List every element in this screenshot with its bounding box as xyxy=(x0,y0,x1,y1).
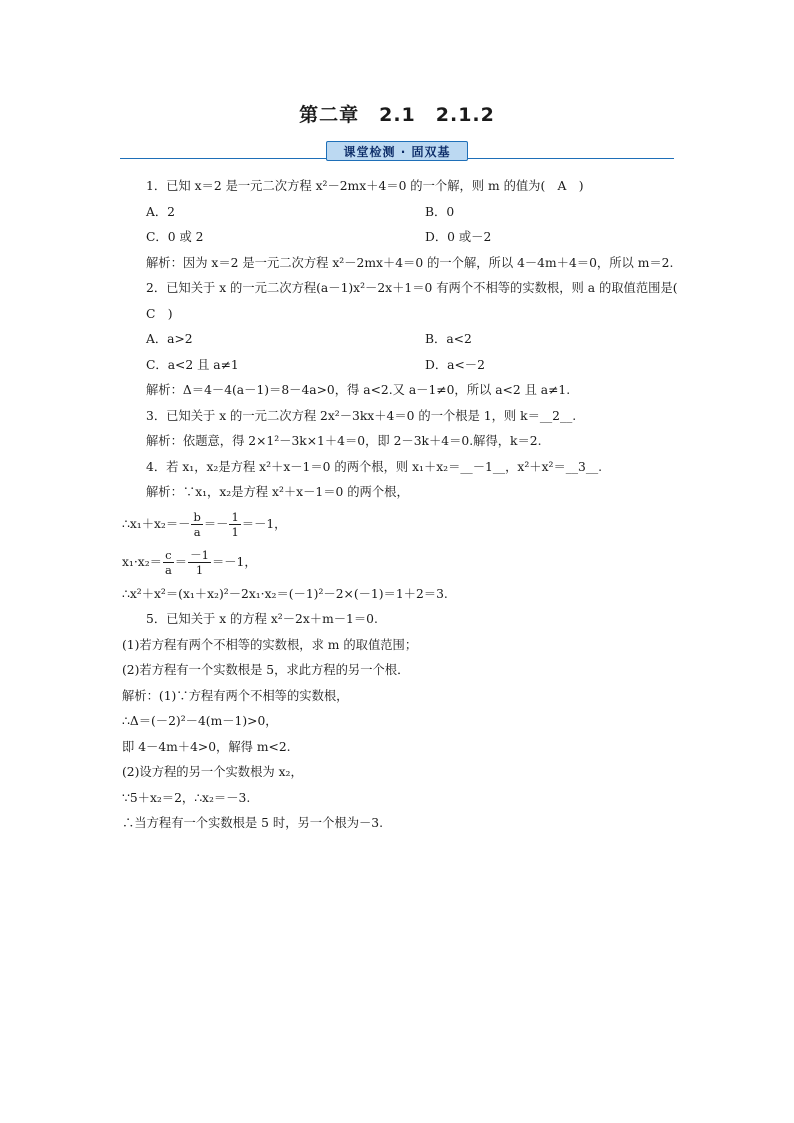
q4-analysis-line-4: ∴x²＋x²＝(x₁＋x₂)²－2x₁·x₂＝(－1)²－2×(－1)＝1＋2＝3. xyxy=(122,586,448,601)
q5-analysis-line: ∴当方程有一个实数根是 5 时，另一个根为－3. xyxy=(122,816,384,830)
q2-option-a: A．a>2 xyxy=(146,332,193,346)
fraction-numerator: 1 xyxy=(231,510,239,524)
q4-sum-formula xyxy=(122,506,680,544)
q1-option-d: D．0 或－2 xyxy=(425,230,492,244)
q5-analysis-line: ∴Δ＝(－2)²－4(m－1)>0， xyxy=(122,714,278,728)
q1-analysis: 解析：因为 x＝2 是一元二次方程 x²－2mx＋4＝0 的一个解，所以 4－4m＋4＝0，所以 m＝2. xyxy=(146,255,674,270)
q3-stem: 3．已知关于 x 的一元二次方程 2x²－3kx＋4＝0 的一个根是 1，则 k＝__2__. xyxy=(146,408,577,423)
q5-analysis-line: 解析：(1)∵方程有两个不相等的实数根， xyxy=(122,688,349,703)
q1-option-b: B．0 xyxy=(425,204,455,219)
q2-option-c: C．a<2 且 a≠1 xyxy=(146,357,239,372)
q4-sum-suffix: ＝－1， xyxy=(241,516,287,531)
q4-prod-mid: ＝ xyxy=(174,554,188,569)
q1-options-row-1 xyxy=(122,200,680,226)
q2-option-d: D．a<－2 xyxy=(425,357,485,372)
q2-options-row-1 xyxy=(122,327,680,353)
q4-analysis-line-1: 解析：∵x₁，x₂是方程 x²＋x－1＝0 的两个根， xyxy=(146,485,409,499)
q1-option-a: A．2 xyxy=(146,204,176,219)
q4-sum-prefix: ∴x₁＋x₂＝－ xyxy=(122,516,191,531)
q5-stem: 5．已知关于 x 的方程 x²－2x＋m－1＝0. xyxy=(146,612,378,626)
q5-analysis-line: ∵5＋x₂＝2，∴x₂＝－3. xyxy=(122,790,251,805)
fraction-denominator: 1 xyxy=(231,525,239,539)
q4-sum-mid: ＝－ xyxy=(203,516,229,531)
q5-analysis-line: 即 4－4m＋4>0，解得 m<2. xyxy=(122,739,291,754)
fraction-denominator: 1 xyxy=(195,563,204,577)
q4-stem: 4．若 x₁，x₂是方程 x²＋x－1＝0 的两个根，则 x₁＋x₂＝__－1__，x²＋x²＝__3__. xyxy=(146,459,603,474)
q5-part-2: (2)若方程有一个实数根是 5，求此方程的另一个根． xyxy=(122,663,410,677)
fraction xyxy=(191,510,202,539)
q5-part-1: (1)若方程有两个不相等的实数根，求 m 的取值范围； xyxy=(122,637,418,652)
fraction-numerator: c xyxy=(165,548,172,562)
fraction xyxy=(188,548,211,577)
fraction-numerator: b xyxy=(193,510,201,524)
q2-option-b: B．a<2 xyxy=(425,332,472,346)
fraction xyxy=(229,510,240,539)
content xyxy=(122,174,690,837)
section-banner: 课堂检测 · 固双基 xyxy=(326,141,468,161)
q2-stem: 2．已知关于 x 的一元二次方程(a－1)x²－2x＋1＝0 有两个不相等的实数根，则 a 的取值范围是( C ) xyxy=(146,281,690,321)
fraction-denominator: a xyxy=(193,525,201,539)
q2-analysis: 解析：Δ＝4－4(a－1)＝8－4a>0，得 a<2.又 a－1≠0，所以 a<2 且 a≠1. xyxy=(146,383,571,397)
q1-options-row-2 xyxy=(122,225,680,251)
fraction-numerator: －1 xyxy=(190,548,209,562)
page-title: 第二章 2.1 2.1.2 xyxy=(299,104,495,126)
fraction xyxy=(163,548,174,577)
q2-options-row-2 xyxy=(122,353,680,379)
q4-prod-suffix: ＝－1， xyxy=(211,554,257,569)
q3-analysis: 解析：依题意，得 2×1²－3k×1＋4＝0，即 2－3k＋4＝0.解得，k＝2. xyxy=(146,434,542,448)
q1-option-c: C．0 或 2 xyxy=(146,230,204,244)
q4-product-formula xyxy=(122,544,680,582)
q5-analysis-line: (2)设方程的另一个实数根为 x₂， xyxy=(122,765,303,779)
q1-stem: 1．已知 x＝2 是一元二次方程 x²－2mx＋4＝0 的一个解，则 m 的值为( A ) xyxy=(146,179,584,193)
fraction-denominator: a xyxy=(164,563,172,577)
q4-prod-prefix: x₁·x₂＝ xyxy=(122,554,162,569)
